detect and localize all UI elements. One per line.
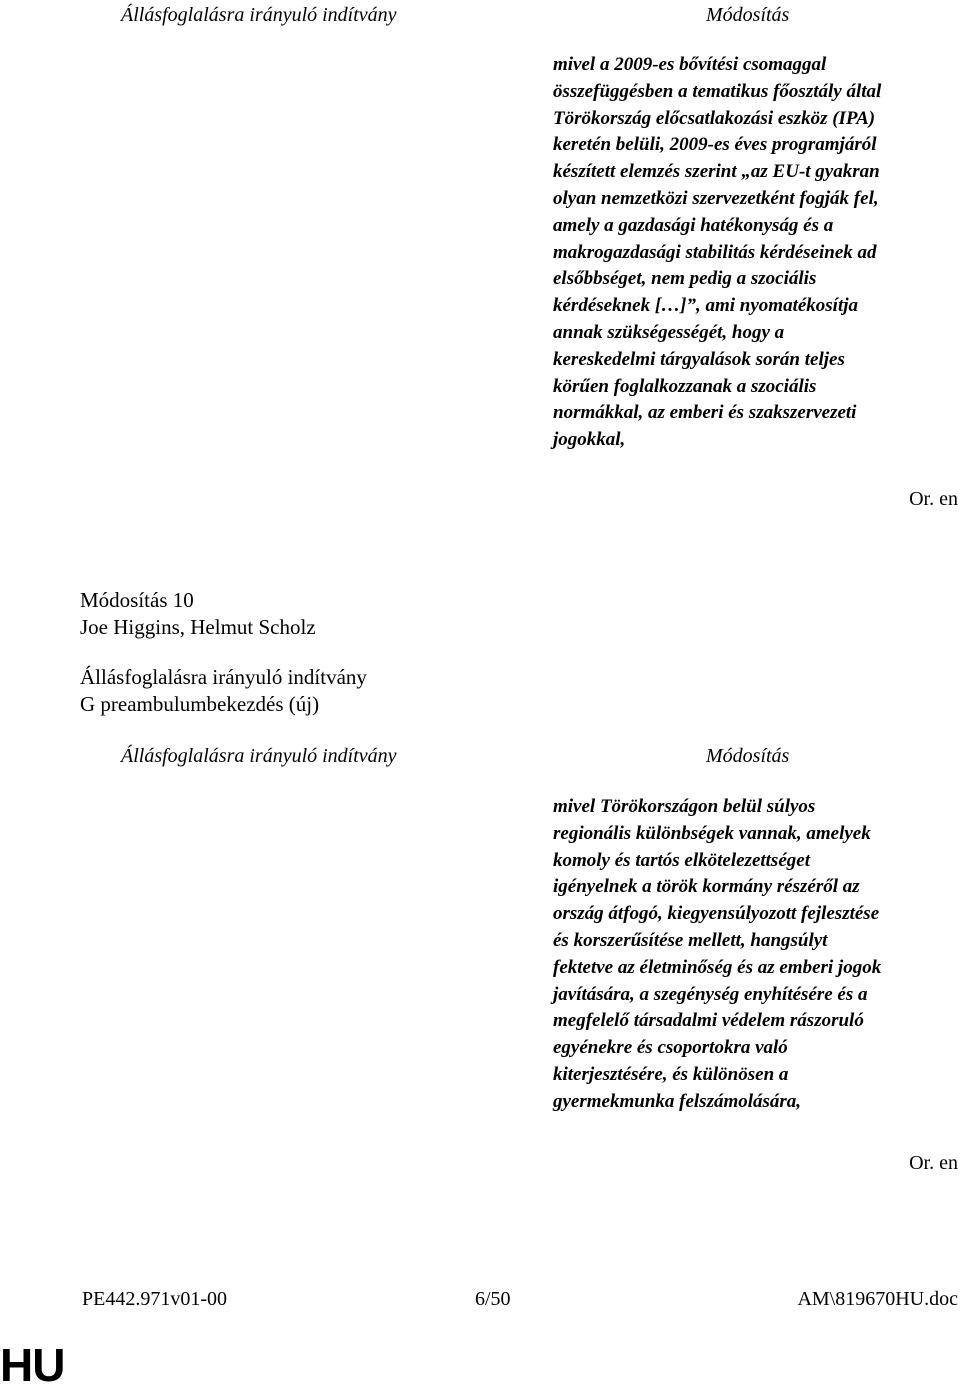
text-line: olyan nemzetközi szervezetként fogják fel, bbox=[553, 187, 879, 209]
text-line: kereskedelmi tárgyalások során teljes bbox=[553, 348, 845, 370]
amendment-doc-type: Állásfoglalásra irányuló indítvány bbox=[80, 665, 367, 689]
text-line: komoly és tartós elkötelezettséget bbox=[553, 849, 810, 871]
text-line: megfelelő társadalmi védelem rászoruló bbox=[553, 1010, 864, 1032]
amendment-authors: Joe Higgins, Helmut Scholz bbox=[80, 615, 316, 639]
text-line: igényelnek a török kormány részéről az bbox=[553, 876, 860, 898]
language-code: HU bbox=[0, 1339, 65, 1391]
text-line: mivel Törökországon belül súlyos bbox=[553, 796, 816, 817]
text-line: normákkal, az emberi és szakszervezeti bbox=[553, 402, 857, 424]
text-line: kérdéseknek […]”, ami nyomatékosítja bbox=[553, 295, 859, 317]
amendment-target-block bbox=[80, 664, 367, 718]
original-language-1: Or. en bbox=[909, 488, 958, 510]
text-line: egyénekre és csoportokra való bbox=[553, 1037, 788, 1059]
text-line: összefüggésben a tematikus főosztály által bbox=[553, 80, 882, 102]
left-column-header-2: Állásfoglalásra irányuló indítvány bbox=[121, 745, 397, 767]
text-line: elsőbbséget, nem pedig a szociális bbox=[553, 268, 817, 290]
text-line: ország átfogó, kiegyensúlyozott fejlesztése bbox=[553, 903, 880, 925]
text-line: gyermekmunka felszámolására, bbox=[553, 1090, 802, 1112]
left-column-header: Állásfoglalásra irányuló indítvány bbox=[121, 4, 397, 26]
right-column-header-2: Módosítás bbox=[706, 745, 790, 767]
text-line: Törökország előcsatlakozási eszköz (IPA) bbox=[553, 107, 876, 129]
amended-text-block-2 bbox=[553, 794, 958, 1116]
right-column-header: Módosítás bbox=[706, 4, 790, 26]
text-line: kiterjesztésére, és különösen a bbox=[553, 1063, 789, 1085]
amended-text-block-1 bbox=[553, 52, 958, 454]
text-line: jogokkal, bbox=[553, 429, 626, 451]
original-language-2: Or. en bbox=[909, 1152, 958, 1174]
text-line: fektetve az életminőség és az emberi jogok bbox=[553, 956, 882, 978]
text-line: amely a gazdasági hatékonyság és a bbox=[553, 214, 834, 236]
text-line: javítására, a szegénység enyhítésére és a bbox=[553, 983, 868, 1005]
footer-file-name: AM\819670HU.doc bbox=[797, 1288, 958, 1310]
footer-reference: PE442.971v01-00 bbox=[82, 1288, 227, 1310]
text-line: készített elemzés szerint „az EU-t gyakran bbox=[553, 161, 880, 183]
text-line: körűen foglalkozzanak a szociális bbox=[553, 375, 817, 397]
text-line: mivel a 2009-es bővítési csomaggal bbox=[553, 54, 827, 75]
text-line: makrogazdasági stabilitás kérdéseinek ad bbox=[553, 241, 877, 263]
amendment-target: G preambulumbekezdés (új) bbox=[80, 692, 320, 716]
text-line: annak szükségességét, hogy a bbox=[553, 321, 785, 343]
text-line: keretén belüli, 2009-es éves programjáról bbox=[553, 134, 877, 156]
amendment-header bbox=[80, 587, 316, 641]
footer-page-number: 6/50 bbox=[475, 1288, 511, 1310]
amendment-number: Módosítás 10 bbox=[80, 588, 194, 612]
text-line: regionális különbségek vannak, amelyek bbox=[553, 822, 871, 844]
text-line: és korszerűsítése mellett, hangsúlyt bbox=[553, 929, 828, 951]
